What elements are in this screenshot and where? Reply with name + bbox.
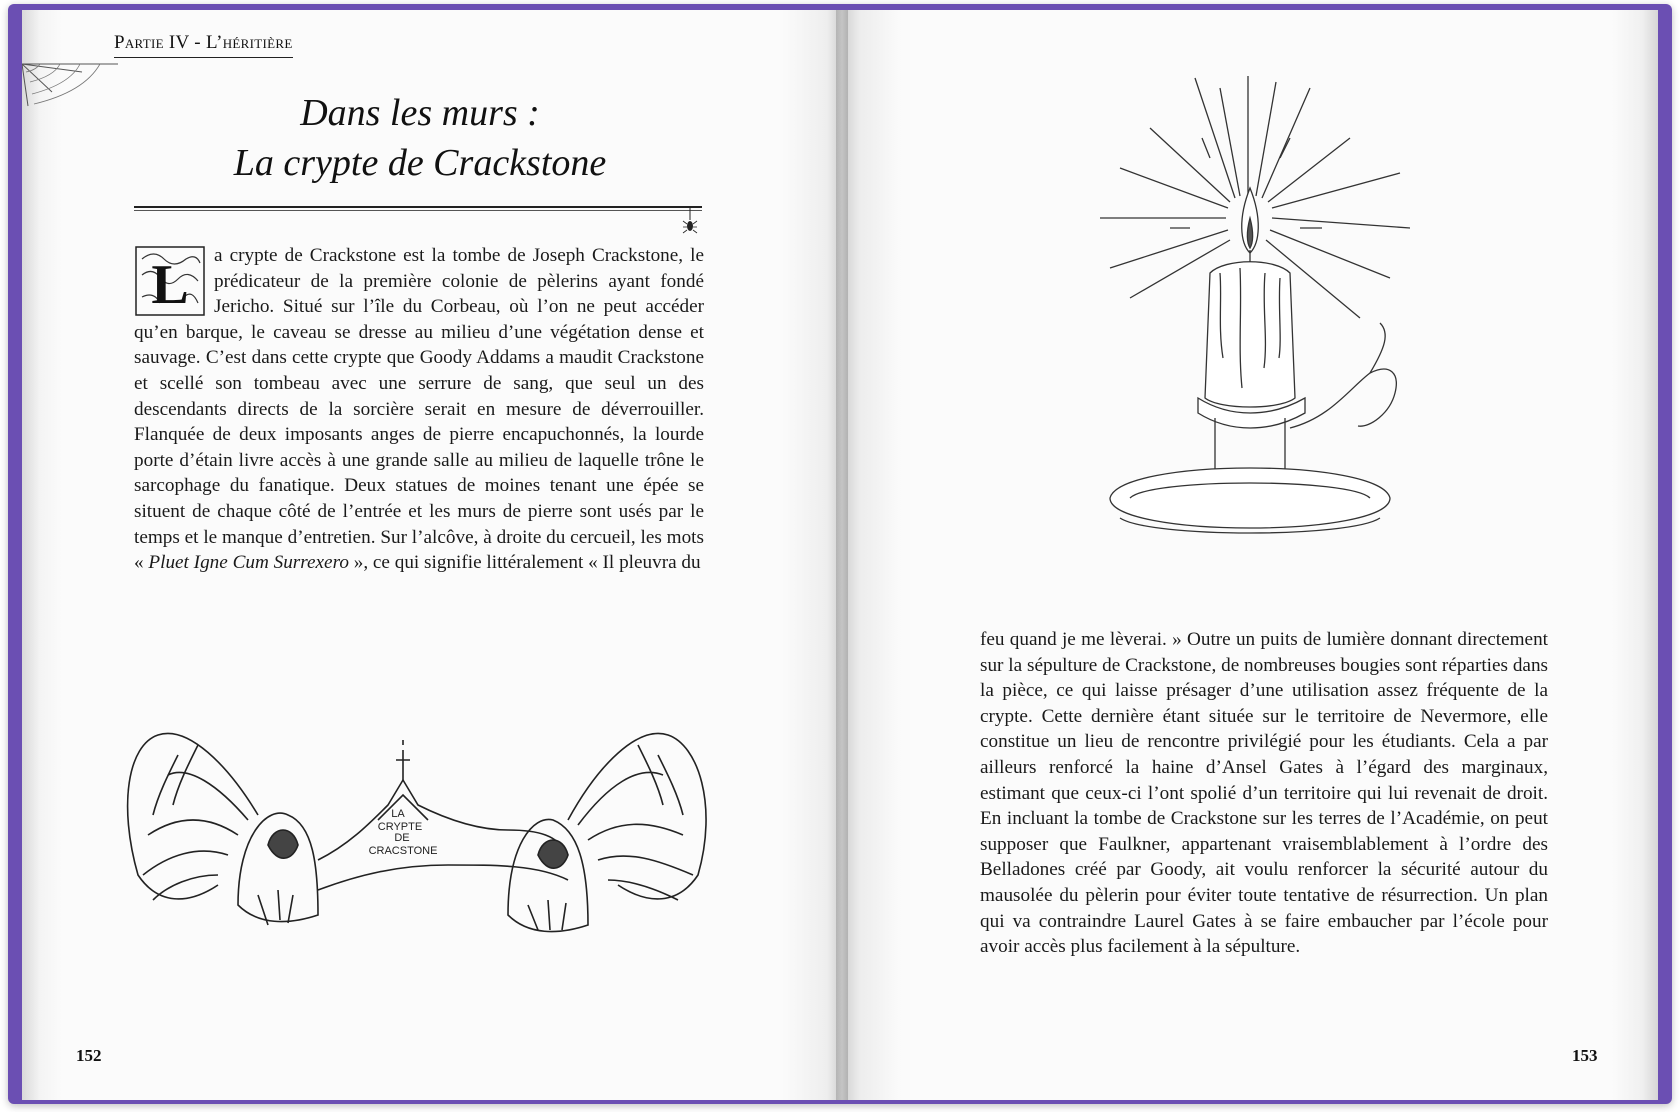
- candle-illustration: [1090, 68, 1440, 588]
- left-body: [134, 243, 704, 576]
- left-paragraph-end: », ce qui signifie littéralement « Il pleuvra du: [348, 552, 701, 574]
- book-gutter: [836, 10, 848, 1100]
- title-rule: [134, 206, 702, 208]
- crypt-sign-line-4: CRACSTONE: [368, 845, 438, 857]
- latin-quote: Pluet Igne Cum Surrexero: [148, 552, 349, 574]
- cobweb-icon: [22, 62, 122, 108]
- crypt-sign-line-1: LA: [391, 808, 405, 820]
- svg-text:L: L: [151, 254, 189, 316]
- left-page-number: 152: [76, 1046, 102, 1065]
- title-line-2: La crypte de Crackstone: [233, 142, 607, 184]
- left-paragraph: a crypte de Crackstone est la tombe de Joseph Crackstone, le prédicateur de la première colonie de pèlerins ayant fondé Jericho. Situé sur l’île du Corbeau, où l’on ne peut accéder qu’en barque, le caveau se dresse au milieu d’une végétation dense et sauvage. C’est dans cette crypte que Goody Addams a maudit Crackstone et scellé son tombeau avec une serrure de sang, que seul un des descendants directs de la sorcière serait en mesure de déverrouiller. Flanquée de deux imposants anges de pierre encapuchonnés, la lourde porte d’étain livre accès à une grande salle au milieu de laquelle trône le sarcophage du fanatique. Deux statues de moines tenant une épée se situent de chaque côté de l’entrée et les murs de pierre sont usés par le temps et le manque d’entretien. Sur l’alcôve, à droite du cercueil, les mots «: [134, 245, 704, 574]
- spider-icon: [682, 206, 698, 236]
- right-paragraph: feu quand je me lèverai. » Outre un puits de lumière donnant directement sur la sépulture de Crackstone, de nombreuses bougies sont réparties dans la pièce, ce qui laisse présager d’une utilisation assez fréquente de la crypte. Cette dernière étant située sur le territoire de Nevermore, elle constitue un lieu de rencontre privilégié pour les étudiants. Cela a par ailleurs renforcé la haine d’Ansel Gates à l’égard des marginaux, estimant que ceux-ci l’ont spolié d’un territoire qui lui revenait de droit. En incluant la tombe de Crackstone sur les terres de l’Académie, on peut supposer que Faulkner, appartenant vraisemblablement à l’ordre des Belladones créé par Goody, ait voulu renforcer la sécurité autour du mausolée du pèlerin pour éviter toute tentative de résurrection. Un plan qui va contraindre Laurel Gates à se faire embaucher par l’école pour avoir accès plus facilement à la sépulture.: [980, 629, 1548, 958]
- crypt-angels-illustration: [118, 725, 718, 950]
- page-title: [170, 88, 670, 188]
- title-line-1: Dans les murs :: [300, 92, 540, 134]
- title-rule-thin: [134, 210, 702, 211]
- dropcap-ornament: [134, 245, 206, 317]
- right-page-number: 153: [1572, 1046, 1598, 1065]
- crypt-sign-line-2: CRYPTE: [377, 821, 423, 833]
- crypt-sign-line-3: DE: [394, 832, 410, 844]
- running-header: Partie IV - L’héritière: [114, 32, 293, 58]
- right-body: [980, 627, 1548, 960]
